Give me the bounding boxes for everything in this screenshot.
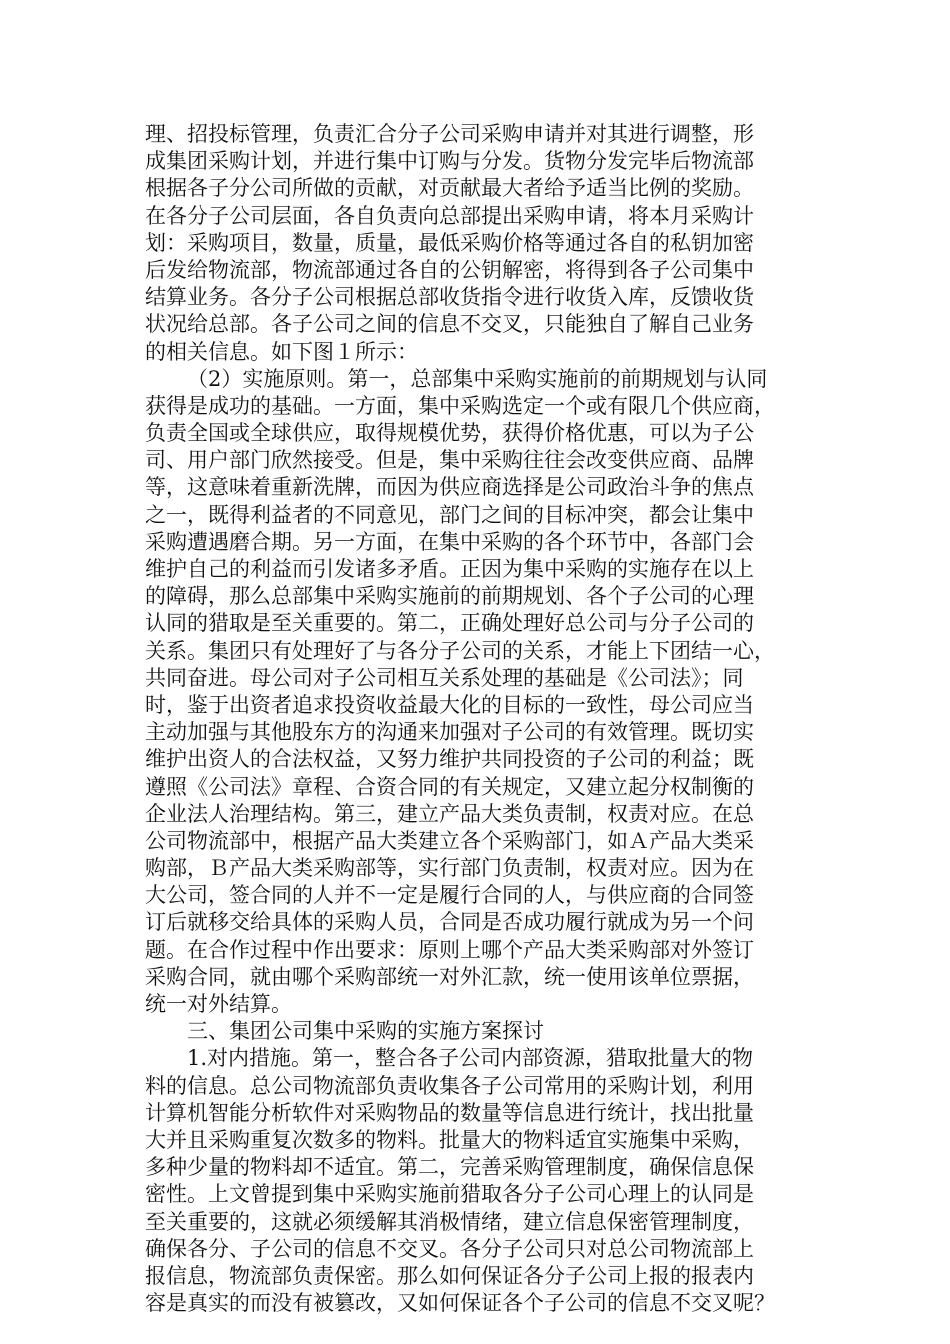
text-line: （2）实施原则。第一，总部集中采购实施前的前期规划与认同	[187, 366, 768, 391]
text-line: 时，鉴于出资者追求投资收益最大化的目标的一致性，母公司应当	[145, 692, 754, 717]
text-line: 结算业务。各分子公司根据总部收货指令进行收货入库，反馈收货	[145, 285, 754, 310]
text-line: 统一对外结算。	[145, 992, 292, 1016]
text-line: 之一，既得利益者的不同意见，部门之间的目标冲突，都会让集中	[145, 502, 754, 527]
text-line: 容是真实的而没有被篡改，又如何保证各个子公司的信息不交叉呢？	[145, 1291, 775, 1316]
text-line: 主动加强与其他股东方的沟通来加强对子公司的有效管理。既切实	[145, 720, 754, 745]
text-line: 认同的猎取是至关重要的。第二，正确处理好总公司与分子公司的	[145, 611, 754, 636]
text-line: 共同奋进。母公司对子公司相互关系处理的基础是《公司法》；同	[145, 665, 744, 690]
text-line: 大公司，签合同的人并不一定是履行合同的人，与供应商的合同签	[145, 883, 754, 908]
text-line: 后发给物流部，物流部通过各自的公钥解密，将得到各子公司集中	[145, 257, 754, 282]
text-line: 在各分子公司层面，各自负责向总部提出采购申请，将本月采购计	[145, 203, 754, 228]
text-line: 三、集团公司集中采购的实施方案探讨	[187, 1019, 544, 1044]
text-line: 料的信息。总公司物流部负责收集各子公司常用的采购计划，利用	[145, 1073, 754, 1098]
text-line: 划：采购项目，数量，质量，最低采购价格等通过各自的私钥加密	[145, 230, 754, 255]
text-line: 的相关信息。如下图１所示：	[145, 339, 418, 364]
text-line: 采购遭遇磨合期。另一方面，在集中采购的各个环节中，各部门会	[145, 529, 754, 554]
text-line: 购部，Ｂ产品大类采购部等，实行部门负责制，权责对应。因为在	[145, 856, 754, 881]
text-line: 理、招投标管理，负责汇合分子公司采购申请并对其进行调整，形	[145, 122, 754, 146]
text-line: 题。在合作过程中作出要求：原则上哪个产品大类采购部对外签订	[145, 937, 754, 962]
text-line: 遵照《公司法》章程、合资合同的有关规定，又建立起分权制衡的	[145, 774, 754, 799]
text-line: 的障碍，那么总部集中采购实施前的前期规划、各个子公司的心理	[145, 584, 754, 609]
text-line: 状况给总部。各子公司之间的信息不交叉，只能独自了解自己业务	[145, 312, 754, 337]
text-line: 成集团采购计划，并进行集中订购与分发。货物分发完毕后物流部	[145, 149, 754, 174]
text-line: 报信息，物流部负责保密。那么如何保证各分子公司上报的报表内	[145, 1263, 754, 1288]
text-line: 订后就移交给具体的采购人员，合同是否成功履行就成为另一个问	[145, 910, 754, 935]
text-line: 确保各分、子公司的信息不交叉。各分子公司只对总公司物流部上	[145, 1236, 754, 1261]
text-line: 企业法人治理结构。第三，建立产品大类负责制，权责对应。在总	[145, 801, 754, 826]
text-line: 关系。集团只有处理好了与各分子公司的关系，才能上下团结一心，	[145, 638, 775, 663]
text-line: 多种少量的物料却不适宜。第二，完善采购管理制度，确保信息保	[145, 1155, 754, 1180]
text-line: 大并且采购重复次数多的物料。批量大的物料适宜实施集中采购，	[145, 1127, 754, 1152]
text-line: 密性。上文曾提到集中采购实施前猎取各分子公司心理上的认同是	[145, 1182, 754, 1207]
text-line: 等，这意味着重新洗牌，而因为供应商选择是公司政治斗争的焦点	[145, 475, 754, 500]
text-line: 1.对内措施。第一，整合各子公司内部资源，猎取批量大的物	[187, 1046, 754, 1071]
text-line: 维护自己的利益而引发诸多矛盾。正因为集中采购的实施存在以上	[145, 557, 754, 581]
text-line: 计算机智能分析软件对采购物品的数量等信息进行统计，找出批量	[145, 1100, 754, 1125]
document-body	[145, 121, 820, 1317]
text-line: 司、用户部门欣然接受。但是，集中采购往往会改变供应商、品牌	[145, 448, 754, 473]
text-line: 公司物流部中，根据产品大类建立各个采购部门，如Ａ产品大类采	[145, 828, 754, 853]
text-line: 采购合同，就由哪个采购部统一对外汇款，统一使用该单位票据，	[145, 964, 754, 989]
text-line: 负责全国或全球供应，取得规模优势，获得价格优惠，可以为子公	[145, 421, 754, 446]
text-line: 获得是成功的基础。一方面，集中采购选定一个或有限几个供应商，	[145, 393, 775, 418]
text-line: 根据各子分公司所做的贡献，对贡献最大者给予适当比例的奖励。	[145, 176, 754, 201]
text-line: 维护出资人的合法权益，又努力维护共同投资的子公司的利益；既	[145, 747, 754, 772]
text-line: 至关重要的，这就必须缓解其消极情绪，建立信息保密管理制度，	[145, 1209, 754, 1234]
